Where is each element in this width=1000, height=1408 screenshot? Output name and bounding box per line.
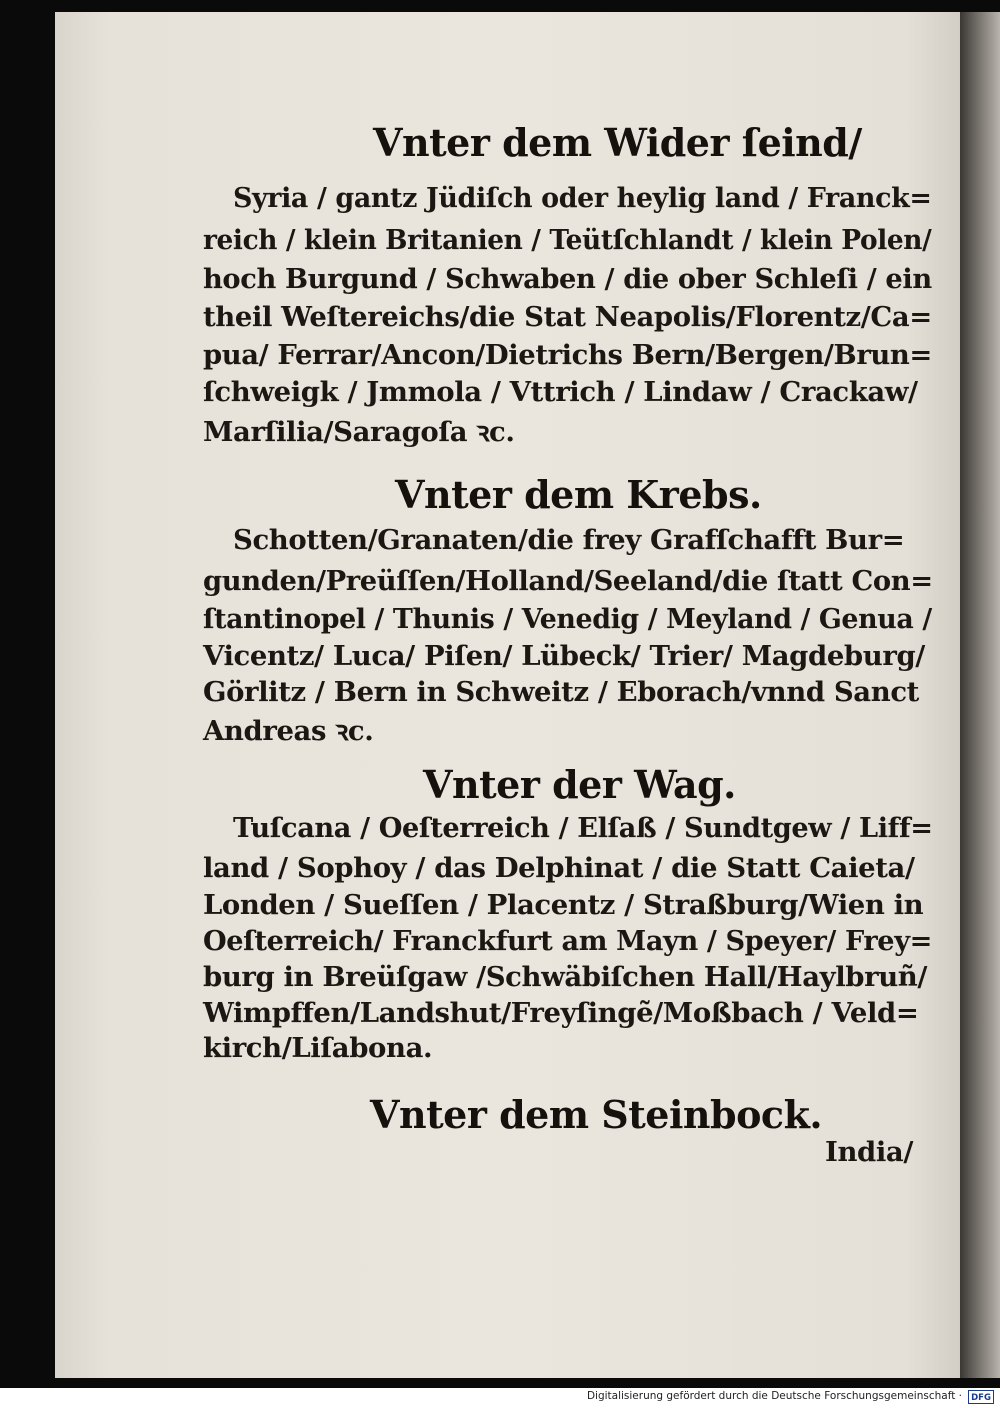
text-line: Oeſterreich/ Franckfurt am Mayn / Speyer/ Frey= — [203, 925, 932, 957]
footer-bar — [0, 1388, 1000, 1408]
section-heading: Vnter dem Krebs. — [395, 472, 762, 517]
text-line: Andreas ꝛc. — [203, 715, 374, 747]
text-line: Görlitz / Bern in Schweitz / Eborach/vnnd Sanct — [203, 676, 919, 708]
catchword: India/ — [825, 1136, 913, 1168]
section-heading: Vnter der Wag. — [423, 762, 736, 807]
text-line: Syria / gantz Jüdiſch oder heylig land / Franck= — [233, 182, 932, 214]
text-line: Tuſcana / Oeſterreich / Elſaß / Sundtgew / Liff= — [233, 812, 933, 844]
text-line: Londen / Sueſſen / Placentz / Straßburg/Wien in — [203, 889, 924, 921]
text-line: reich / klein Britanien / Teütſchlandt / klein Polen/ — [203, 224, 932, 256]
text-line: ſchweigk / Jmmola / Vttrich / Lindaw / Crackaw/ — [203, 376, 918, 408]
text-line: burg in Breüſgaw /Schwäbiſchen Hall/Haylbruñ/ — [203, 961, 928, 993]
text-line: Schotten/Granaten/die frey Grafſchafft Bur= — [233, 524, 905, 556]
text-line: hoch Burgund / Schwaben / die ober Schleſi / ein — [203, 263, 932, 295]
text-line: land / Sophoy / das Delphinat / die Statt Caieta/ — [203, 852, 915, 884]
text-line: kirch/Liſabona. — [203, 1032, 433, 1064]
text-line: gunden/Preüſſen/Holland/Seeland/die ſtatt Con= — [203, 565, 933, 597]
book-edge — [960, 12, 1000, 1378]
text-line: pua/ Ferrar/Ancon/Dietrichs Bern/Bergen/Brun= — [203, 339, 933, 371]
section-heading: Vnter dem Wider ſeind/ — [373, 120, 862, 165]
text-line: Marſilia/Saragoſa ꝛc. — [203, 416, 515, 448]
funding-credit: Digitalisierung gefördert durch die Deutsche Forschungsgemeinschaft · — [586, 1390, 962, 1402]
section-heading: Vnter dem Steinbock. — [370, 1092, 823, 1137]
text-line: Vicentz/ Luca/ Piſen/ Lübeck/ Trier/ Magdeburg/ — [203, 640, 925, 672]
book-page — [55, 12, 960, 1378]
dfg-logo: DFG — [968, 1390, 994, 1404]
text-line: ſtantinopel / Thunis / Venedig / Meyland / Genua / — [203, 603, 932, 635]
text-line: theil Weſtereichs/die Stat Neapolis/Florentz/Ca= — [203, 301, 932, 333]
text-line: Wimpffen/Landshut/Freyſingẽ/Moßbach / Veld= — [203, 997, 919, 1029]
